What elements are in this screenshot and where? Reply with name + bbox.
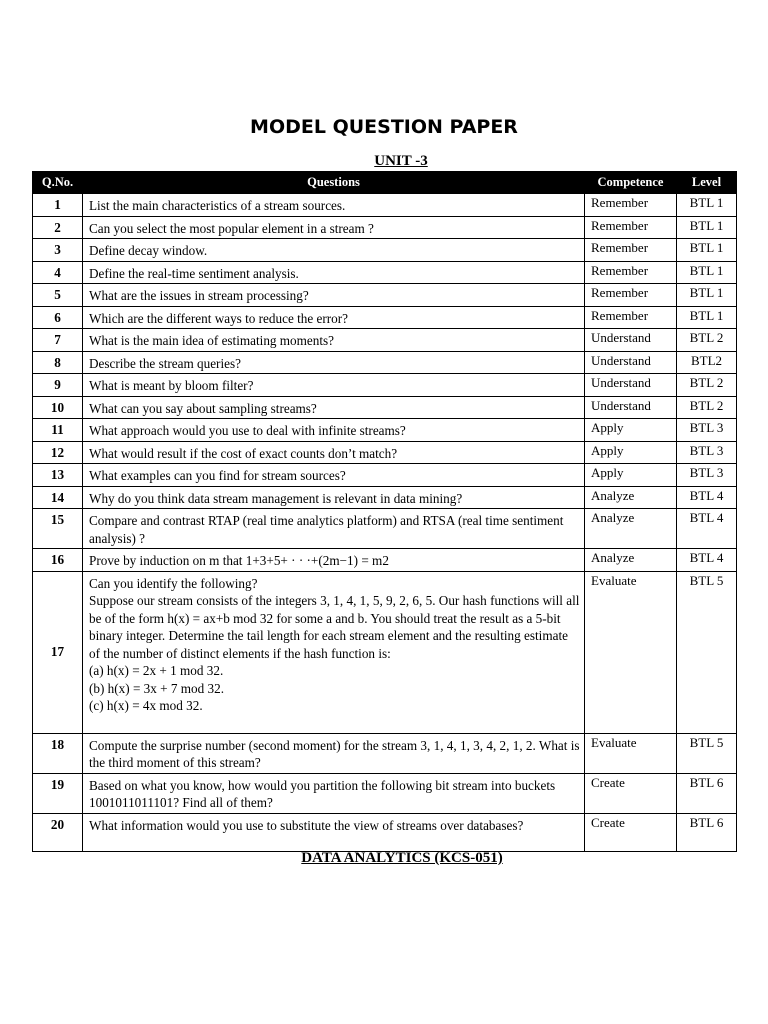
competence: Analyze: [585, 509, 677, 549]
header-level: Level: [677, 172, 737, 194]
table-row: [33, 284, 737, 307]
question-text: What examples can you find for stream sources?: [83, 464, 585, 487]
table-row: [33, 216, 737, 239]
question-number: 14: [33, 486, 83, 509]
level: BTL 5: [677, 733, 737, 773]
competence: Apply: [585, 441, 677, 464]
table-row: [33, 329, 737, 352]
table-row: [33, 464, 737, 487]
table-row: [33, 441, 737, 464]
question-text: What information would you use to substitute the view of streams over databases?: [83, 813, 585, 851]
question-text: List the main characteristics of a stream sources.: [83, 194, 585, 217]
question-text: Describe the stream queries?: [83, 351, 585, 374]
level: BTL 1: [677, 306, 737, 329]
competence: Understand: [585, 374, 677, 397]
question-number: 2: [33, 216, 83, 239]
question-text: Which are the different ways to reduce the error?: [83, 306, 585, 329]
header-qno: Q.No.: [33, 172, 83, 194]
table-header-row: [33, 172, 737, 194]
competence: Understand: [585, 396, 677, 419]
question-text: What is meant by bloom filter?: [83, 374, 585, 397]
question-text: What approach would you use to deal with infinite streams?: [83, 419, 585, 442]
question-number: 3: [33, 239, 83, 262]
subject-footer: DATA ANALYTICS (KCS-051): [301, 850, 503, 866]
level: BTL 3: [677, 441, 737, 464]
level: BTL 1: [677, 261, 737, 284]
competence: Remember: [585, 284, 677, 307]
competence: Remember: [585, 306, 677, 329]
competence: Analyze: [585, 486, 677, 509]
question-text: What can you say about sampling streams?: [83, 396, 585, 419]
header-competence: Competence: [585, 172, 677, 194]
question-part-c: (c) h(x) = 4x mod 32.: [89, 698, 203, 713]
competence: Understand: [585, 329, 677, 352]
question-number: 4: [33, 261, 83, 284]
question-paragraph: Suppose our stream consists of the integers 3, 1, 4, 1, 5, 9, 2, 6, 5. Our hash functions will all be of the form h(x) = ax+b mod 32 for some a and b. You should treat the result as a 5-bit binary integer. Determine the tail length for each stream element and the resulting estimate of the number of distinct elements if the hash function is:: [89, 593, 580, 661]
table-row: [33, 306, 737, 329]
level: BTL 6: [677, 773, 737, 813]
question-number: 8: [33, 351, 83, 374]
level: BTL 1: [677, 239, 737, 262]
competence: Remember: [585, 216, 677, 239]
question-line: Can you identify the following?: [89, 575, 258, 591]
table-row: [33, 239, 737, 262]
competence: Analyze: [585, 549, 677, 572]
question-text: What is the main idea of estimating moments?: [83, 329, 585, 352]
question-table: [32, 171, 737, 852]
question-number: 16: [33, 549, 83, 572]
competence: Apply: [585, 464, 677, 487]
question-number: 10: [33, 396, 83, 419]
table-row: [33, 419, 737, 442]
question-number: 11: [33, 419, 83, 442]
question-part-b: (b) h(x) = 3x + 7 mod 32.: [89, 680, 225, 696]
competence: Apply: [585, 419, 677, 442]
competence: Understand: [585, 351, 677, 374]
competence: Create: [585, 773, 677, 813]
competence: Evaluate: [585, 571, 677, 733]
question-number: 7: [33, 329, 83, 352]
competence: Evaluate: [585, 733, 677, 773]
table-row: [33, 549, 737, 572]
question-number: 20: [33, 813, 83, 851]
table-row: [33, 486, 737, 509]
question-text: Why do you think data stream management is relevant in data mining?: [83, 486, 585, 509]
question-text: Prove by induction on m that 1+3+5+ · · ·+(2m−1) = m2: [83, 549, 585, 572]
question-number: 9: [33, 374, 83, 397]
unit-heading: UNIT -3: [374, 153, 428, 169]
table-row: [33, 374, 737, 397]
level: BTL 4: [677, 549, 737, 572]
question-text: Define the real-time sentiment analysis.: [83, 261, 585, 284]
competence: Remember: [585, 261, 677, 284]
level: BTL 1: [677, 284, 737, 307]
competence: Remember: [585, 194, 677, 217]
level: BTL 1: [677, 194, 737, 217]
question-number: 13: [33, 464, 83, 487]
question-text: What are the issues in stream processing?: [83, 284, 585, 307]
question-number: 15: [33, 509, 83, 549]
table-row: [33, 773, 737, 813]
question-number: 17: [33, 571, 83, 733]
level: BTL 6: [677, 813, 737, 851]
header-questions: Questions: [83, 172, 585, 194]
level: BTL 2: [677, 396, 737, 419]
question-number: 12: [33, 441, 83, 464]
question-number: 18: [33, 733, 83, 773]
question-part-a: (a) h(x) = 2x + 1 mod 32.: [89, 663, 224, 678]
question-number: 1: [33, 194, 83, 217]
table-row: [33, 396, 737, 419]
level: BTL 4: [677, 509, 737, 549]
question-text: [83, 571, 585, 733]
table-row: [33, 261, 737, 284]
question-number: 5: [33, 284, 83, 307]
competence: Create: [585, 813, 677, 851]
level: BTL 4: [677, 486, 737, 509]
level: BTL 3: [677, 419, 737, 442]
competence: Remember: [585, 239, 677, 262]
question-text: Define decay window.: [83, 239, 585, 262]
question-number: 19: [33, 773, 83, 813]
table-row: [33, 571, 737, 733]
question-text: Compare and contrast RTAP (real time analytics platform) and RTSA (real time sentiment analysis) ?: [83, 509, 585, 549]
table-row: [33, 194, 737, 217]
level: BTL 1: [677, 216, 737, 239]
level: BTL2: [677, 351, 737, 374]
question-text: Can you select the most popular element in a stream ?: [83, 216, 585, 239]
level: BTL 2: [677, 374, 737, 397]
table-row: [33, 733, 737, 773]
question-text: What would result if the cost of exact counts don’t match?: [83, 441, 585, 464]
table-row: [33, 813, 737, 851]
level: BTL 2: [677, 329, 737, 352]
question-text: Based on what you know, how would you partition the following bit stream into buckets 1001011011101? Find all of them?: [83, 773, 585, 813]
level: BTL 3: [677, 464, 737, 487]
level: BTL 5: [677, 571, 737, 733]
table-row: [33, 509, 737, 549]
page-title: MODEL QUESTION PAPER: [250, 116, 518, 138]
question-text: Compute the surprise number (second moment) for the stream 3, 1, 4, 1, 3, 4, 2, 1, 2. What is the third moment of this stream?: [83, 733, 585, 773]
question-number: 6: [33, 306, 83, 329]
table-row: [33, 351, 737, 374]
